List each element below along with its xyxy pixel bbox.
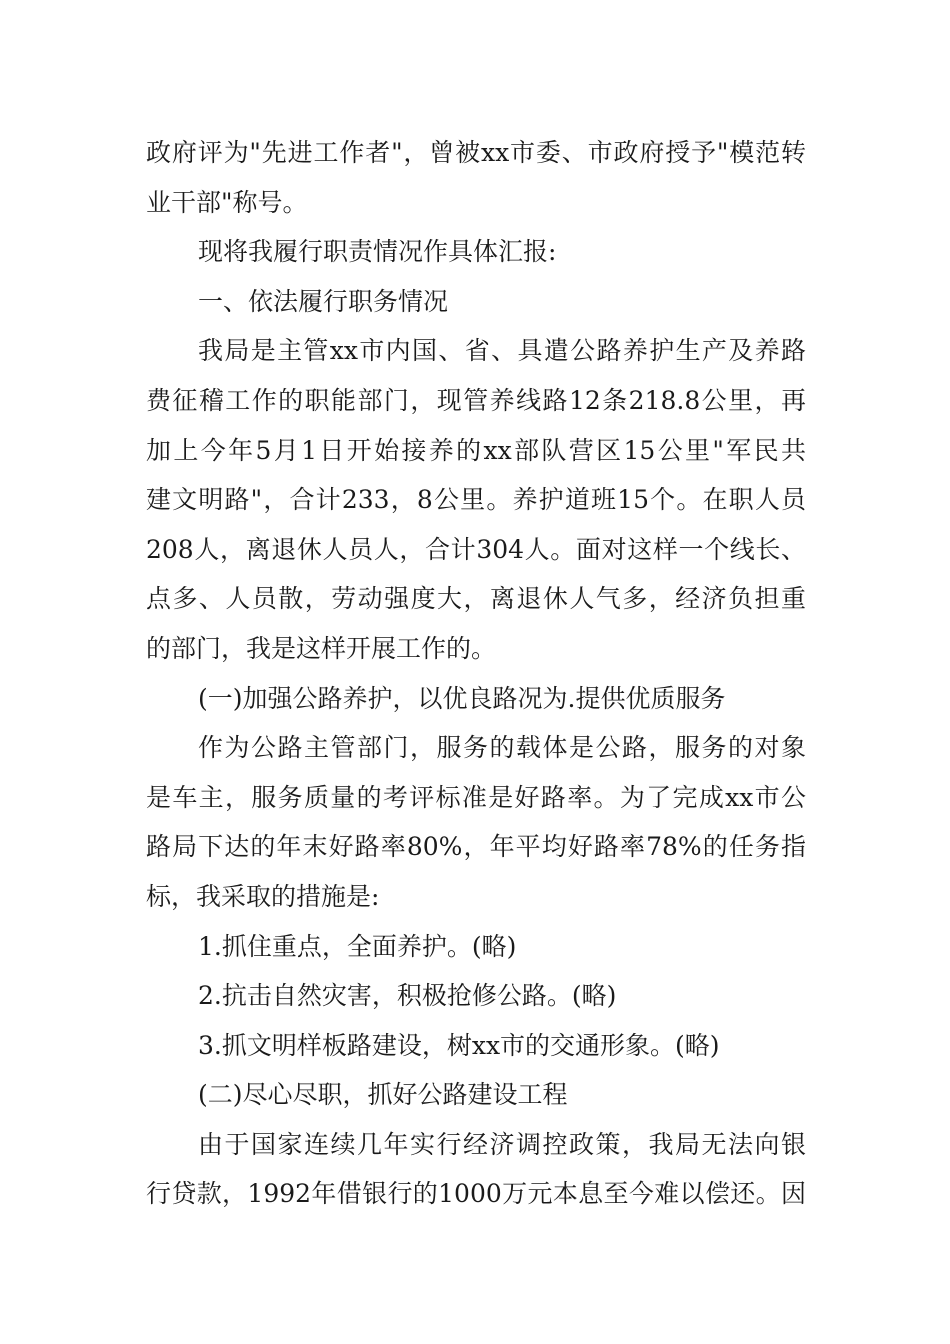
list-item: 1.抓住重点，全面养护。(略) [198, 931, 517, 961]
text-line: 208人，离退休人员人，合计304人。面对这样一个线长、 [146, 534, 806, 564]
text-line: 建文明路"，合计233，8公里。养护道班15个。在职人员 [146, 485, 806, 515]
subsection-heading: (一)加强公路养护，以优良路况为.提供优质服务 [198, 683, 726, 713]
text-line: 政府评为"先进工作者"，曾被xx市委、市政府授予"模范转 [146, 138, 806, 167]
text-line: 路局下达的年末好路率80%，年平均好路率78%的任务指 [146, 832, 806, 862]
text-line: 费征稽工作的职能部门，现管养线路12条218.8公里，再 [146, 385, 806, 415]
subsection-heading: (二)尽心尽职，抓好公路建设工程 [198, 1080, 568, 1110]
text-line: 我局是主管xx市内国、省、具遣公路养护生产及养路 [198, 336, 806, 366]
body-text [146, 128, 806, 1219]
text-line: 业干部"称号。 [146, 187, 308, 217]
text-line: 标，我采取的措施是: [146, 881, 380, 911]
text-line: 的部门，我是这样开展工作的。 [146, 633, 497, 663]
section-heading: 一、依法履行职务情况 [198, 286, 449, 316]
text-line: 加上今年5月1日开始接养的xx部队营区15公里"军民共 [146, 435, 806, 465]
list-item: 2.抗击自然灾害，积极抢修公路。(略) [198, 981, 617, 1011]
text-line: 由于国家连续几年实行经济调控政策，我局无法向银 [198, 1129, 806, 1159]
text-line: 现将我履行职责情况作具体汇报: [198, 237, 557, 267]
text-line: 作为公路主管部门，服务的载体是公路，服务的对象 [198, 733, 806, 763]
text-line: 行贷款，1992年借银行的1000万元本息至今难以偿还。因 [146, 1179, 806, 1209]
text-line: 是车主，服务质量的考评标准是好路率。为了完成xx市公 [146, 782, 806, 812]
list-item: 3.抓文明样板路建设，树xx市的交通形象。(略) [198, 1030, 720, 1060]
text-line: 点多、人员散，劳动强度大，离退休人气多，经济负担重 [146, 584, 806, 614]
